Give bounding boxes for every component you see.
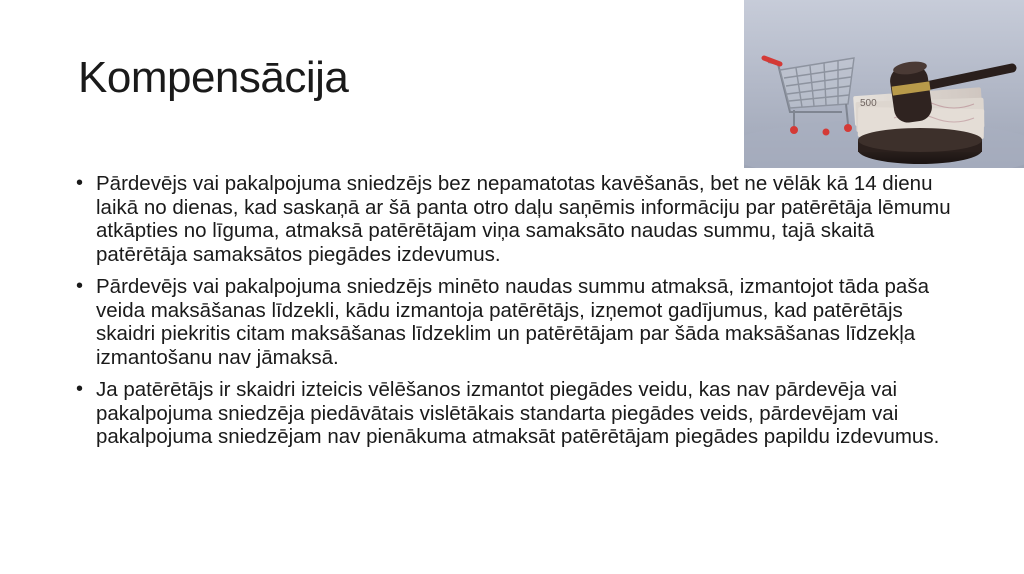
photo-illustration (744, 0, 1024, 168)
bullet-item (76, 275, 956, 369)
banknote-value: 500 (860, 98, 877, 109)
slide-title: Kompensācija (78, 53, 349, 102)
bullet-text: Pārdevējs vai pakalpojuma sniedzējs bez nepamatotas kavēšanās, bet ne vēlāk kā 14 dienu laikā no dienas, kad saskaņā ar šā panta otro daļu saņēmis informāciju par patērētāja lēmumu atkāpties no līguma, atmaksā patērētājam viņa samaksāto naudas summu, tajā skaitā patērētāja samaksātos piegādes izdevumus. (96, 172, 951, 266)
bullet-text: Pārdevējs vai pakalpojuma sniedzējs minēto naudas summu atmaksā, izmantojot tāda paša veida maksāšanas līdzekli, kādu izmantoja patērētājs, izņemot gadījumus, kad patērētājs skaidri piekritis citam maksāšanas līdzeklim un patērētājam par šāda maksāšanas līdzekļa izmantošanu nav jāmaksā. (96, 275, 929, 369)
bullet-marker: • (76, 378, 84, 400)
bullet-item (76, 172, 956, 266)
shopping-cart-gavel-photo (744, 0, 1024, 168)
bullet-marker: • (76, 172, 84, 194)
bullet-marker: • (76, 275, 84, 297)
bullet-text: Ja patērētājs ir skaidri izteicis vēlēšanos izmantot piegādes veidu, kas nav pārdevēja vai pakalpojuma sniedzēja piedāvātais vislētākais standarta piegādes veids, pārdevējam vai pakalpojuma sniedzējam nav pienākuma atmaksāt patērētājam piegādes papildu izdevumus. (96, 378, 940, 448)
bullet-list (76, 172, 956, 458)
bullet-item (76, 378, 956, 449)
